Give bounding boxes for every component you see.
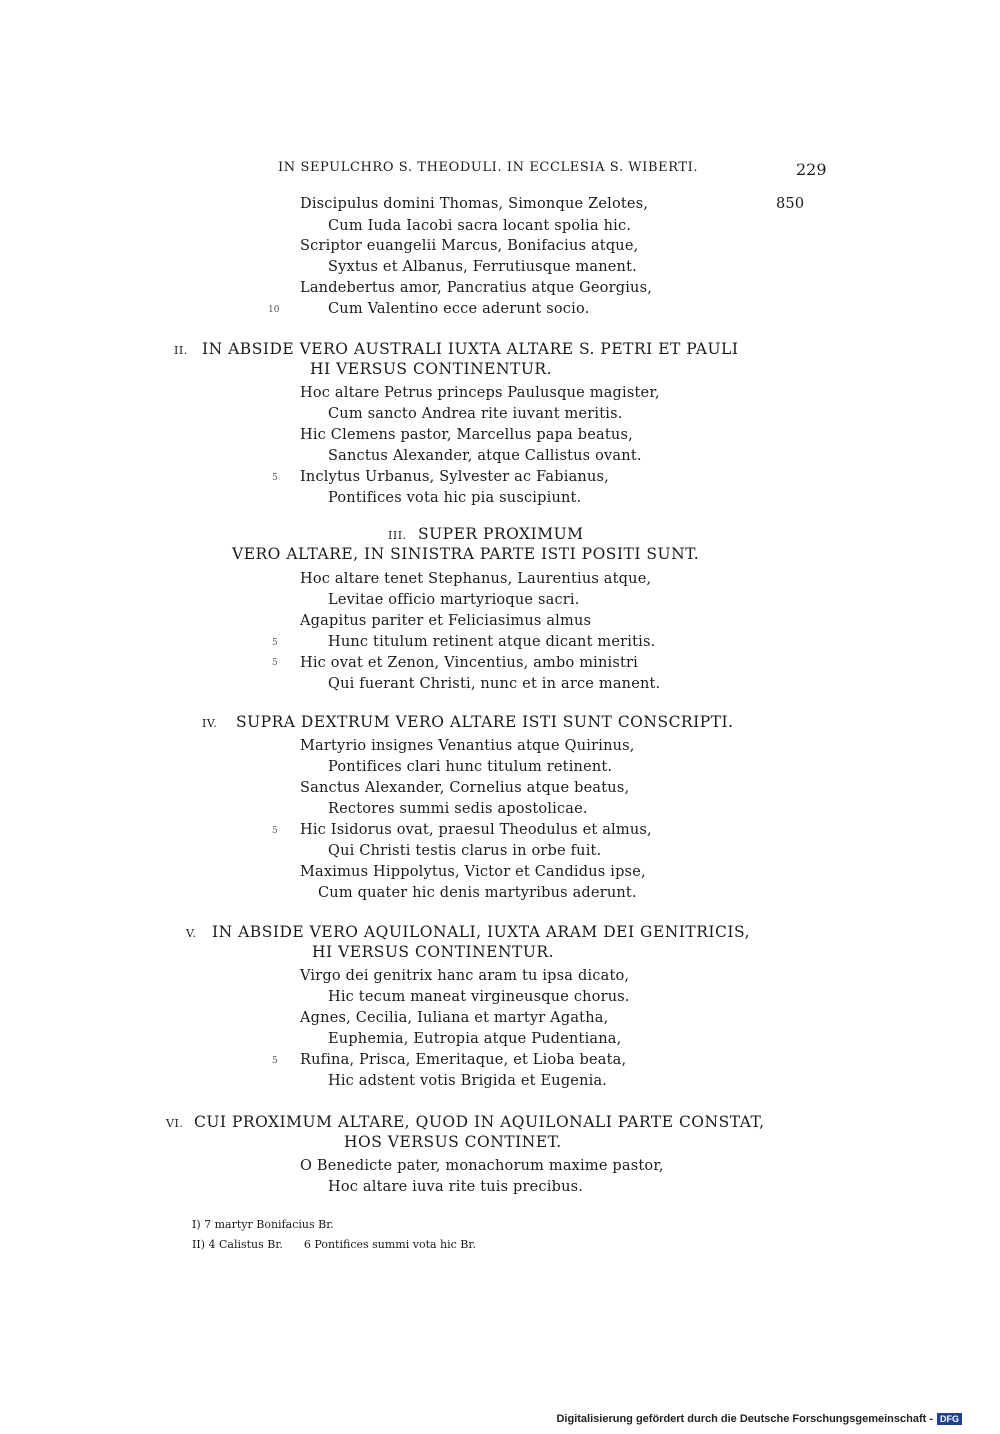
verse-line: Hic ovat et Zenon, Vincentius, ambo ministri bbox=[300, 655, 639, 671]
verse-line: Levitae officio martyrioque sacri. bbox=[328, 592, 580, 608]
section-numeral: II. bbox=[174, 344, 188, 357]
verse-line: Hoc altare Petrus princeps Paulusque magister, bbox=[300, 385, 660, 401]
verse-line: Cum Valentino ecce aderunt socio. bbox=[328, 301, 590, 317]
verse-line: Sanctus Alexander, atque Callistus ovant. bbox=[328, 448, 642, 464]
section-subheading: HI VERSUS CONTINENTUR. bbox=[310, 360, 553, 378]
section-numeral: V. bbox=[186, 927, 197, 940]
section-subheading: HI VERSUS CONTINENTUR. bbox=[312, 943, 555, 961]
verse-line: Qui fuerant Christi, nunc et in arce manent. bbox=[328, 676, 661, 692]
verse-line: Scriptor euangelii Marcus, Bonifacius atque, bbox=[300, 238, 639, 254]
verse-line: Hic Isidorus ovat, praesul Theodulus et almus, bbox=[300, 822, 652, 838]
verse-line: Hic Clemens pastor, Marcellus papa beatus, bbox=[300, 427, 633, 443]
section-numeral: IV. bbox=[202, 717, 218, 730]
verse-line: Pontifices clari hunc titulum retinent. bbox=[328, 759, 613, 775]
digitization-footer bbox=[556, 1413, 962, 1425]
section-heading: IN ABSIDE VERO AQUILONALI, IUXTA ARAM DEI GENITRICIS, bbox=[212, 923, 750, 941]
line-number: 5 bbox=[272, 826, 278, 836]
line-number: 5 bbox=[272, 1056, 278, 1066]
section-heading: SUPER PROXIMUM bbox=[418, 525, 584, 543]
section-numeral: III. bbox=[388, 529, 407, 542]
verse-line: Discipulus domini Thomas, Simonque Zelotes, bbox=[300, 196, 649, 212]
verse-line: Cum sancto Andrea rite iuvant meritis. bbox=[328, 406, 623, 422]
footnote: I) 7 martyr Bonifacius Br. bbox=[192, 1218, 334, 1231]
verse-line: Euphemia, Eutropia atque Pudentiana, bbox=[328, 1031, 622, 1047]
footer-text: Digitalisierung gefördert durch die Deutsche Forschungsgemeinschaft - bbox=[556, 1413, 933, 1425]
verse-line: Hic adstent votis Brigida et Eugenia. bbox=[328, 1073, 608, 1089]
running-title: IN SEPULCHRO S. THEODULI. IN ECCLESIA S. WIBERTI. bbox=[278, 160, 699, 175]
section-numeral: VI. bbox=[166, 1117, 184, 1130]
verse-line: Rufina, Prisca, Emeritaque, et Lioba beata, bbox=[300, 1052, 627, 1068]
section-subheading: VERO ALTARE, IN SINISTRA PARTE ISTI POSITI SUNT. bbox=[232, 545, 700, 563]
verse-line: Virgo dei genitrix hanc aram tu ipsa dicato, bbox=[300, 968, 630, 984]
line-number: 5 bbox=[272, 473, 278, 483]
section-heading: IN ABSIDE VERO AUSTRALI IUXTA ALTARE S. PETRI ET PAULI bbox=[202, 340, 739, 358]
verse-line: Martyrio insignes Venantius atque Quirinus, bbox=[300, 738, 635, 754]
line-number: 5 bbox=[272, 638, 278, 648]
section-heading: CUI PROXIMUM ALTARE, QUOD IN AQUILONALI PARTE CONSTAT, bbox=[194, 1113, 765, 1131]
verse-line: Sanctus Alexander, Cornelius atque beatus, bbox=[300, 780, 630, 796]
verse-line: Landebertus amor, Pancratius atque Georgius, bbox=[300, 280, 653, 296]
verse-line: Qui Christi testis clarus in orbe fuit. bbox=[328, 843, 602, 859]
verse-line: Maximus Hippolytus, Victor et Candidus ipse, bbox=[300, 864, 646, 880]
verse-line: Rectores summi sedis apostolicae. bbox=[328, 801, 588, 817]
verse-line: Agapitus pariter et Feliciasimus almus bbox=[300, 613, 592, 629]
footnote: II) 4 Calistus Br. 6 Pontifices summi vota hic Br. bbox=[192, 1238, 476, 1251]
verse-line: Pontifices vota hic pia suscipiunt. bbox=[328, 490, 582, 506]
verse-line: Hunc titulum retinent atque dicant meritis. bbox=[328, 634, 656, 650]
verse-line: Agnes, Cecilia, Iuliana et martyr Agatha, bbox=[300, 1010, 609, 1026]
verse-line: Inclytus Urbanus, Sylvester ac Fabianus, bbox=[300, 469, 609, 485]
verse-line: Syxtus et Albanus, Ferrutiusque manent. bbox=[328, 259, 637, 275]
line-number: 5 bbox=[272, 658, 278, 668]
right-margin-number: 850 bbox=[776, 196, 805, 212]
dfg-logo: DFG bbox=[937, 1413, 962, 1425]
verse-line: O Benedicte pater, monachorum maxime pastor, bbox=[300, 1158, 664, 1174]
verse-line: Hic tecum maneat virgineusque chorus. bbox=[328, 989, 630, 1005]
verse-line: Hoc altare tenet Stephanus, Laurentius atque, bbox=[300, 571, 652, 587]
verse-line: Cum quater hic denis martyribus aderunt. bbox=[318, 885, 637, 901]
section-heading: SUPRA DEXTRUM VERO ALTARE ISTI SUNT CONSCRIPTI. bbox=[236, 713, 734, 731]
section-subheading: HOS VERSUS CONTINET. bbox=[344, 1133, 562, 1151]
verse-line: Cum Iuda Iacobi sacra locant spolia hic. bbox=[328, 218, 632, 234]
page-number: 229 bbox=[796, 160, 827, 179]
line-number: 10 bbox=[268, 305, 280, 315]
verse-line: Hoc altare iuva rite tuis precibus. bbox=[328, 1179, 584, 1195]
